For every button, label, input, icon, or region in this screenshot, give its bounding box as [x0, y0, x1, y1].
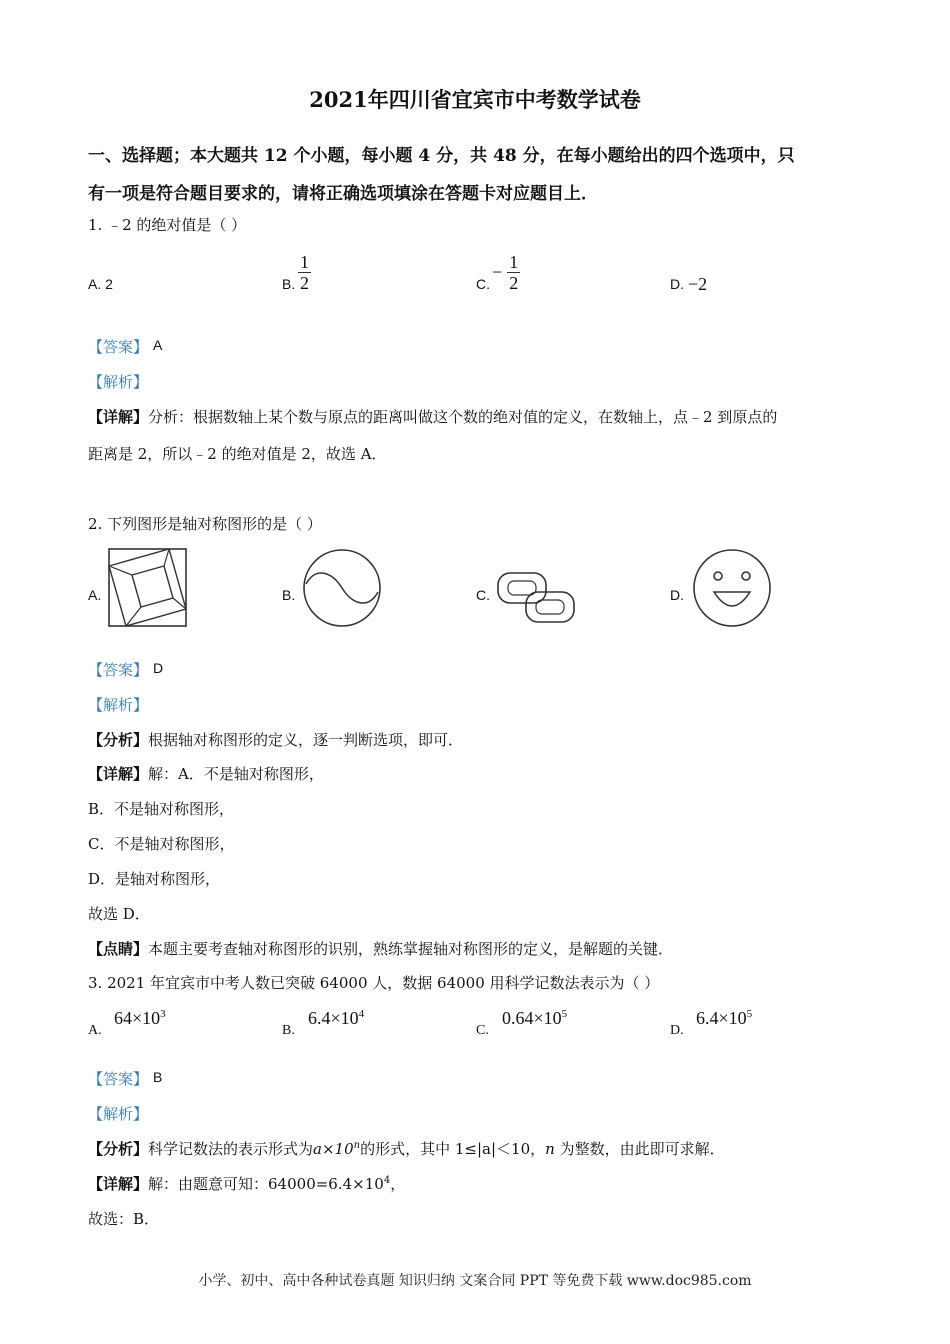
q1-option-c-label: C. [476, 276, 490, 292]
q2-detail4: D．是轴对称图形， [88, 870, 221, 888]
q3-detail-pre: 解：由题意可知：64000=6.4×10 [148, 1175, 384, 1193]
q2-figure-smiley-face [692, 548, 772, 628]
q2-detail5: 故选 D． [88, 905, 150, 923]
q2-figure-square [108, 548, 188, 628]
q1-c-denominator: 2 [509, 273, 519, 293]
q3-analysis-tag: 【解析】 [88, 1105, 149, 1123]
q3-option-d-label: D. [670, 1023, 684, 1038]
q3-stem: 3. 2021 年宜宾市中考人数已突破 64000 人，数据 64000 用科学记数法表示为（ ） [88, 974, 660, 992]
q1-option-a: A. 2 [88, 276, 113, 292]
q1-b-denominator: 2 [300, 273, 309, 293]
q3-fenxi-post: 为整数，由此即可求解． [554, 1140, 725, 1158]
q3-detail [88, 1173, 405, 1194]
q1-answer-tag: 【答案】 [88, 338, 149, 356]
q2-detail1-text: 解：A．不是轴对称图形， [148, 765, 324, 783]
q2-answer-tag: 【答案】 [88, 661, 149, 679]
q2-detail3: C．不是轴对称图形， [88, 835, 235, 853]
q2-fenxi-tag: 【分析】 [88, 731, 149, 749]
q2-option-d-label: D. [670, 587, 684, 603]
page-footer: 小学、初中、高中各种试卷真题 知识归纳 文案合同 PPT 等免费下载 www.doc985.com [198, 1273, 752, 1289]
q2-dianjing [88, 938, 673, 959]
q3-option-d-value [696, 1008, 752, 1029]
q2-dianjing-tag: 【点睛】 [88, 940, 149, 958]
q2-detail2: B．不是轴对称图形， [88, 800, 235, 818]
q1-detail-line1 [88, 406, 777, 427]
q3-conclusion: 故选：B． [88, 1210, 160, 1228]
q3-option-a-label: A. [88, 1023, 102, 1038]
q1-option-d-value: −2 [688, 274, 708, 294]
q3-option-b-value [308, 1008, 364, 1029]
q1-option-c-fraction [492, 252, 520, 293]
q2-option-c-label: C. [476, 587, 490, 603]
q3-answer: B [153, 1069, 163, 1085]
q3-d-base: 6.4×10 [696, 1008, 747, 1028]
q2-option-b-label: B. [282, 587, 296, 603]
q3-fenxi-mid: 的形式，其中 1≤|a|＜10， [360, 1140, 546, 1158]
q3-a-base: 64×10 [114, 1008, 161, 1028]
q3-fenxi-pre: 科学记数法的表示形式为 [148, 1140, 314, 1158]
q3-a-exp: 3 [160, 1008, 166, 1020]
q3-option-c-value [502, 1008, 567, 1029]
q3-fenxi [88, 1138, 725, 1159]
q1-c-numerator: 1 [509, 252, 519, 272]
q3-option-a-value [114, 1008, 166, 1029]
q3-c-exp: 5 [561, 1008, 568, 1020]
q3-detail-tag: 【详解】 [88, 1175, 149, 1193]
q2-analysis-tag: 【解析】 [88, 696, 149, 714]
q1-detail-line2: 距离是 2，所以﹣2 的绝对值是 2，故选 A． [88, 445, 387, 463]
q1-b-numerator: 1 [300, 252, 309, 272]
q3-fenxi-exp: n [353, 1140, 361, 1151]
q3-c-base: 0.64×10 [502, 1008, 562, 1028]
q3-detail-exp: 4 [383, 1175, 391, 1186]
q1-detail-text1: 分析：根据数轴上某个数与原点的距离叫做这个数的绝对值的定义，在数轴上，点﹣2 到原点的 [148, 408, 778, 426]
q1-c-sign: − [492, 262, 503, 282]
q3-option-b-label: B. [282, 1023, 295, 1038]
q2-option-a-label: A. [88, 587, 102, 603]
q2-figure-chain-links [496, 570, 578, 628]
section-heading-line1: 一、选择题；本大题共 12 个小题，每小题 4 分，共 48 分，在每小题给出的四个选项中，只 [88, 146, 795, 166]
q1-option-b-fraction [298, 252, 311, 293]
q3-fenxi-expr: a×10 [313, 1140, 354, 1158]
q2-dianjing-text: 本题主要考查轴对称图形的识别，熟练掌握轴对称图形的定义，是解题的关键． [148, 940, 674, 958]
page-title: 2021年四川省宜宾市中考数学试卷 [309, 87, 641, 112]
q3-fenxi-tag: 【分析】 [88, 1140, 149, 1158]
q3-fenxi-n: n [545, 1140, 555, 1158]
q2-detail-tag: 【详解】 [88, 765, 149, 783]
q1-stem: 1. ﹣2 的绝对值是（ ） [88, 216, 247, 234]
q3-d-exp: 5 [746, 1008, 753, 1020]
q2-detail1 [88, 763, 324, 784]
q1-analysis-tag: 【解析】 [88, 373, 149, 391]
q3-answer-tag: 【答案】 [88, 1070, 149, 1088]
section-heading-line2: 有一项是符合题目要求的，请将正确选项填涂在答题卡对应题目上． [88, 184, 598, 204]
q3-detail-post: ， [390, 1175, 406, 1193]
q2-stem: 2. 下列图形是轴对称图形的是（ ） [88, 515, 322, 533]
q2-fenxi [88, 729, 463, 750]
q1-option-d-label: D. [670, 276, 684, 292]
q2-answer: D [153, 660, 164, 676]
q1-option-b-label: B. [282, 276, 296, 292]
q2-fenxi-text: 根据轴对称图形的定义，逐一判断选项，即可． [148, 731, 464, 749]
q1-answer: A [153, 337, 163, 353]
q3-b-base: 6.4×10 [308, 1008, 359, 1028]
q2-figure-taiji [302, 548, 382, 628]
q3-b-exp: 4 [358, 1008, 365, 1020]
q1-detail-tag: 【详解】 [88, 408, 149, 426]
q3-option-c-label: C. [476, 1023, 489, 1038]
